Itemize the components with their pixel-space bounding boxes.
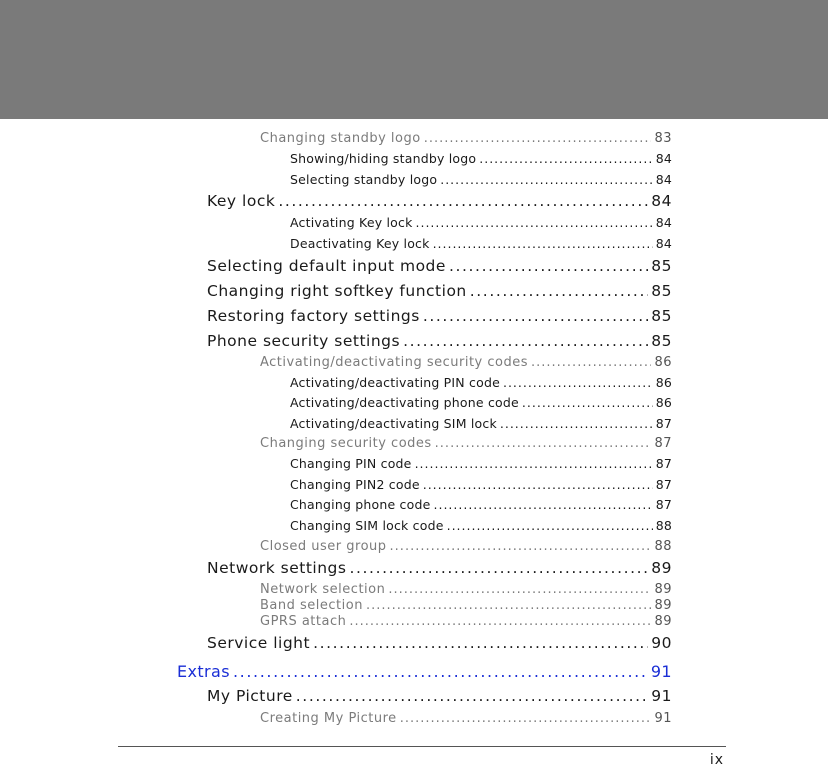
toc-leader-dots xyxy=(416,215,653,230)
toc-entry-page: 87 xyxy=(655,416,672,431)
toc-entry-label: Selecting default input mode xyxy=(207,257,446,275)
toc-entry-page: 91 xyxy=(654,711,672,726)
toc-leader-dots xyxy=(522,395,653,410)
toc-leader-dots xyxy=(440,172,652,187)
toc-leader-dots xyxy=(349,559,648,577)
toc-entry-page: 87 xyxy=(655,477,672,492)
toc-entry-page: 89 xyxy=(651,559,672,577)
toc-entry[interactable] xyxy=(207,282,672,300)
toc-entry-page: 85 xyxy=(651,307,672,325)
toc-entry[interactable] xyxy=(207,307,672,325)
toc-entry-label: Changing SIM lock code xyxy=(290,518,444,533)
toc-leader-dots xyxy=(433,236,653,251)
toc-leader-dots xyxy=(313,634,648,652)
toc-entry-label: Network settings xyxy=(207,559,347,577)
toc-entry-label: Changing right softkey function xyxy=(207,282,467,300)
toc-leader-dots xyxy=(388,582,651,597)
toc-entry[interactable] xyxy=(290,456,672,471)
toc-entry-page: 83 xyxy=(654,131,672,146)
toc-leader-dots xyxy=(296,687,648,705)
toc-entry-page: 86 xyxy=(654,355,672,370)
toc-entry-label: Extras xyxy=(177,662,230,681)
toc-leader-dots xyxy=(447,518,653,533)
page-number: ix xyxy=(709,752,724,768)
toc-leader-dots xyxy=(424,131,652,146)
toc-entry-label: Key lock xyxy=(207,192,276,210)
toc-entry-label: Changing security codes xyxy=(260,436,432,451)
toc-entry[interactable] xyxy=(290,375,672,390)
toc-leader-dots xyxy=(500,416,653,431)
toc-entry-label: Activating/deactivating PIN code xyxy=(290,375,500,390)
toc-entry-label: Selecting standby logo xyxy=(290,172,438,187)
toc-entry[interactable] xyxy=(290,172,672,187)
toc-entry[interactable] xyxy=(260,598,672,613)
toc-entry-label: Activating/deactivating security codes xyxy=(260,355,528,370)
toc-entry-page: 86 xyxy=(655,395,672,410)
toc-entry[interactable] xyxy=(290,151,672,166)
toc-entry-label: Phone security settings xyxy=(207,332,401,350)
toc-entry-label: My Picture xyxy=(207,687,293,705)
toc-entry[interactable] xyxy=(290,395,672,410)
toc-entry-page: 89 xyxy=(654,582,672,597)
toc-entry[interactable] xyxy=(207,634,672,652)
toc-entry-label: GPRS attach xyxy=(260,614,347,629)
toc-entry-label: Closed user group xyxy=(260,539,387,554)
toc-leader-dots xyxy=(349,614,651,629)
toc-entry[interactable] xyxy=(260,539,672,554)
toc-entry[interactable] xyxy=(207,687,672,705)
toc-entry-page: 84 xyxy=(655,215,672,230)
toc-entry-page: 84 xyxy=(655,151,672,166)
toc-entry[interactable] xyxy=(290,477,672,492)
toc-entry-page: 86 xyxy=(655,375,672,390)
toc-entry-page: 88 xyxy=(654,539,672,554)
toc-leader-dots xyxy=(415,456,653,471)
toc-entry[interactable] xyxy=(260,131,672,146)
toc-entry-page: 84 xyxy=(655,236,672,251)
toc-entry[interactable] xyxy=(260,614,672,629)
toc-leader-dots xyxy=(449,257,648,275)
toc-leader-dots xyxy=(435,436,652,451)
toc-entry-label: Activating/deactivating phone code xyxy=(290,395,519,410)
toc-entry[interactable] xyxy=(290,416,672,431)
toc-entry[interactable] xyxy=(290,236,672,251)
toc-entry-page: 85 xyxy=(651,332,672,350)
toc-entry-page: 85 xyxy=(651,257,672,275)
toc-leader-dots xyxy=(470,282,649,300)
toc-entry-label: Service light xyxy=(207,634,311,652)
toc-entry-label: Deactivating Key lock xyxy=(290,236,430,251)
toc-entry-label: Changing phone code xyxy=(290,497,431,512)
toc-leader-dots xyxy=(531,355,651,370)
toc-entry-label: Network selection xyxy=(260,582,386,597)
footer-rule xyxy=(118,746,726,747)
toc-entry[interactable] xyxy=(290,215,672,230)
toc-entry-page: 89 xyxy=(654,598,672,613)
toc-entry-label: Restoring factory settings xyxy=(207,307,420,325)
toc-leader-dots xyxy=(423,307,648,325)
toc-leader-dots xyxy=(434,497,653,512)
toc-entry[interactable] xyxy=(260,355,672,370)
toc-entry[interactable] xyxy=(260,582,672,597)
toc-leader-dots xyxy=(233,662,648,681)
toc-entry-page: 89 xyxy=(654,614,672,629)
toc-entry[interactable] xyxy=(260,436,672,451)
toc-entry-page: 88 xyxy=(655,518,672,533)
toc-entry[interactable] xyxy=(207,332,672,350)
toc-entry-label: Activating/deactivating SIM lock xyxy=(290,416,497,431)
toc-entry-page: 85 xyxy=(651,282,672,300)
toc-leader-dots xyxy=(278,192,648,210)
toc-leader-dots xyxy=(403,332,648,350)
toc-entry[interactable] xyxy=(290,497,672,512)
toc-entry-label: Activating Key lock xyxy=(290,215,413,230)
toc-leader-dots xyxy=(366,598,652,613)
toc-entry-page: 91 xyxy=(650,662,672,681)
toc-entry-label: Changing standby logo xyxy=(260,131,421,146)
toc-entry-label: Band selection xyxy=(260,598,363,613)
toc-entry-label: Showing/hiding standby logo xyxy=(290,151,477,166)
toc-entry-page: 84 xyxy=(651,192,672,210)
toc-entry[interactable] xyxy=(207,257,672,275)
toc-entry[interactable] xyxy=(290,518,672,533)
toc-leader-dots xyxy=(479,151,652,166)
toc-entry-page: 84 xyxy=(655,172,672,187)
toc-entry[interactable] xyxy=(207,192,672,210)
toc-leader-dots xyxy=(423,477,653,492)
toc-entry-label: Changing PIN code xyxy=(290,456,412,471)
toc-entry-page: 91 xyxy=(651,687,672,705)
toc-leader-dots xyxy=(503,375,653,390)
toc-entry-page: 87 xyxy=(654,436,672,451)
toc-entry-label: Changing PIN2 code xyxy=(290,477,420,492)
toc-chapter-entry[interactable] xyxy=(177,662,672,681)
toc-leader-dots xyxy=(390,539,652,554)
toc-entry-page: 87 xyxy=(655,456,672,471)
toc-leader-dots xyxy=(400,711,652,726)
toc-entry-label: Creating My Picture xyxy=(260,711,397,726)
toc-entry-page: 87 xyxy=(655,497,672,512)
toc-entry[interactable] xyxy=(207,559,672,577)
toc-entry[interactable] xyxy=(260,711,672,726)
toc-entry-page: 90 xyxy=(651,634,672,652)
